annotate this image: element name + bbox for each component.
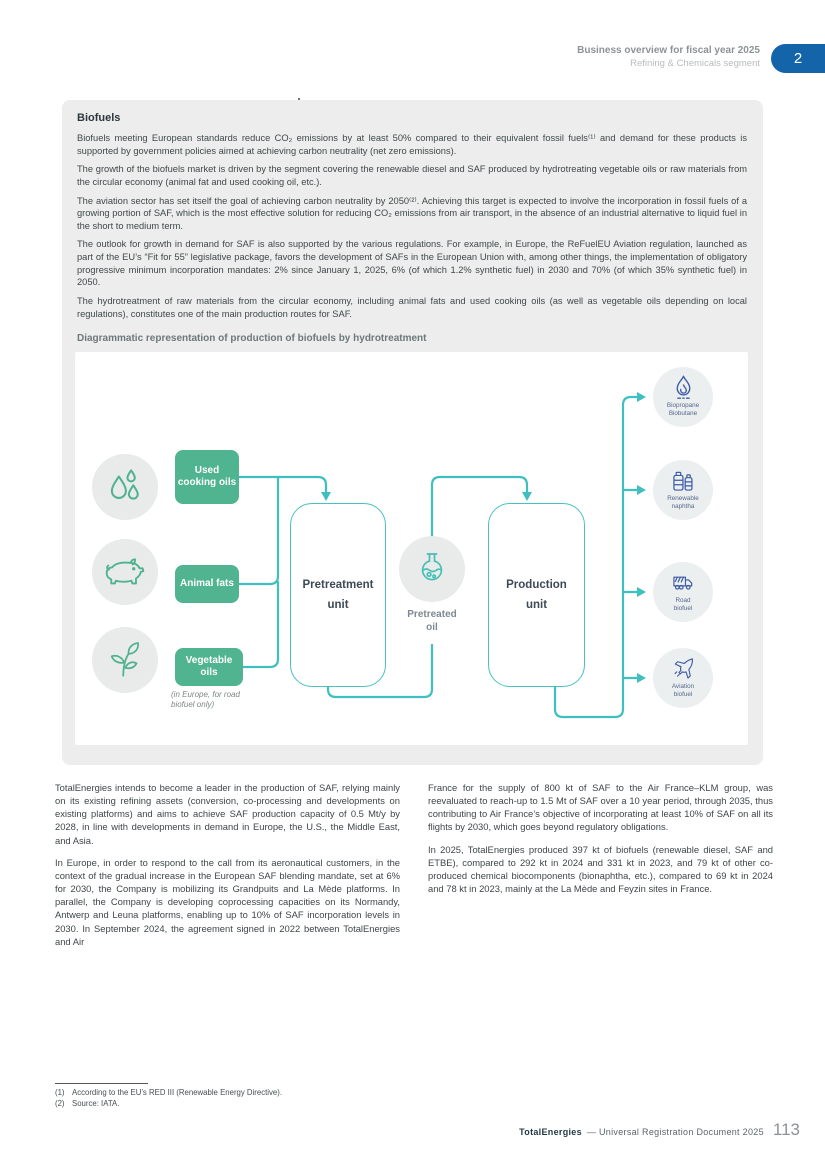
plane-icon — [670, 655, 697, 682]
pretreated-oil-label: Pretreated oil — [407, 609, 457, 633]
paragraph: The hydrotreatment of raw materials from the circular economy, including animal fats and used cooking oils (as well as vegetable oils depending on local regulations), constitutes one of the main production routes for SAF. — [77, 296, 747, 319]
flask-icon — [412, 549, 452, 589]
paragraph: Biofuels meeting European standards reduce CO₂ emissions by at least 50% compared to their equivalent fossil fuels⁽¹⁾ and demand for these products is supported by government policies aimed at achieving carbon neutrality (net zero emissions). — [77, 133, 747, 156]
paragraph: The growth of the biofuels market is driven by the segment covering the renewable diesel and SAF produced by hydrotreating vegetable oils or raw materials from the circular economy (animal fat and used cooking oil, etc.). — [77, 164, 747, 187]
output-label: Renewable naphtha — [667, 495, 699, 510]
page-footer — [519, 1120, 800, 1140]
unit-label-line: Production — [506, 578, 567, 591]
input-circle-animal-fats — [92, 539, 158, 605]
production-unit-box — [488, 503, 585, 687]
input-circle-used-cooking-oils — [92, 454, 158, 520]
footnote-text: According to the EU’s RED III (Renewable Energy Directive). — [72, 1088, 283, 1097]
output-circle-biopropane — [653, 367, 713, 427]
canisters-icon — [670, 467, 697, 494]
diagram-title: Diagrammatic representation of production of biofuels by hydrotreatment — [77, 333, 427, 344]
unit-label-line: unit — [327, 599, 349, 611]
output-circle-road-biofuel — [653, 562, 713, 622]
vegetable-oils-note: (in Europe, for road biofuel only) — [171, 690, 240, 709]
unit-label-line: unit — [525, 599, 548, 611]
biofuels-section — [62, 100, 763, 765]
body-right-column — [428, 781, 773, 904]
output-label: Aviation biofuel — [671, 683, 695, 698]
input-label-used-cooking-oils: Used cooking oils — [175, 450, 239, 504]
footer-document-title: — Universal Registration Document 2025 — [586, 1127, 764, 1137]
header-subtitle: Refining & Chemicals segment — [630, 57, 760, 69]
footnote — [55, 1088, 475, 1099]
body-left-column — [55, 781, 400, 957]
plant-icon — [104, 639, 146, 681]
input-label-animal-fats: Animal fats — [175, 565, 239, 603]
droplets-icon — [104, 466, 146, 508]
output-circle-aviation-biofuel — [653, 648, 713, 708]
footnotes — [55, 1083, 475, 1109]
page-header — [577, 44, 760, 70]
paragraph: France for the supply of 800 kt of SAF to the Air France–KLM group, was reevaluated to reach-up to 1.5 Mt of SAF over a 10 year period, through 2035, thus contributing to Air France’s objective of incorporating at least 10% of SAF on all its flights by 2030, which goes beyond regulatory obligations. — [428, 782, 773, 833]
pretreated-oil-circle — [399, 536, 465, 602]
page-number: 113 — [772, 1120, 800, 1139]
output-label: Road biofuel — [673, 597, 693, 612]
footnote-number: (1) — [55, 1088, 65, 1097]
paragraph: The outlook for growth in demand for SAF is also supported by the various regulations. For example, in Europe, the ReFuelEU Aviation regulation, launched as part of the EU’s “Fit for 55” legislative package, favors the development of SAFs in the European Union with, among other things, the implementation of obligatory progressive minimum incorporation mandates: 2% since January 1, 2025, 6% (of which 1.2% synthetic fuel) in 2030 and 70% (of which 35% synthetic fuel) in 2050. — [77, 239, 747, 288]
footer-brand: TotalEnergies — [519, 1127, 582, 1137]
paragraph: TotalEnergies intends to become a leader in the production of SAF, relying mainly on its existing refining assets (conversion, co-processing and developments on existing platforms) and aims to achieve SAF production capacity of 0.5 Mt/y by 2028, in line with developments in demand in Europe, the U.S., the Middle East, and Asia. — [55, 782, 400, 846]
footnote-text: Source: IATA. — [72, 1098, 120, 1108]
chapter-number-badge: 2 — [771, 44, 825, 73]
biofuels-heading: Biofuels — [77, 112, 121, 124]
footnote-number: (2) — [55, 1098, 65, 1108]
pretreatment-unit-box — [290, 503, 386, 687]
input-label-vegetable-oils: Vegetable oils — [175, 648, 243, 686]
input-circle-vegetable-oils — [92, 627, 158, 693]
paragraph: In Europe, in order to respond to the call from its aeronautical customers, in the context of the gradual increase in the European SAF blending mandate, set at 6% for 2030, the Company is mobilizing its Grandpuits and La Mède platforms. In parallel, the Company is developing coprocessing capacities on its Normandy, Antwerp and Leuna platforms, enabling up to 10% of SAF incorporation levels in 2030. In September 2024, the agreement signed in 2022 between TotalEnergies and Air — [55, 856, 400, 947]
footnote — [55, 1099, 475, 1110]
output-label: Biopropane Biobutane — [666, 402, 700, 417]
pig-icon — [103, 550, 147, 594]
flame-icon — [670, 374, 697, 401]
paragraph: In 2025, TotalEnergies produced 397 kt of biofuels (renewable diesel, SAF and ETBE), compared to 292 kt in 2024 and 331 kt in 2023, and 79 kt of other co-produced chemical biocomponents (bionaphtha, etc.), compared to 69 kt in 2024 and 78 kt in 2023, mainly at the La Mède and Feyzin sites in France. — [428, 843, 773, 895]
hydrotreatment-diagram — [75, 352, 748, 745]
truck-icon — [670, 569, 697, 596]
footnote-divider — [55, 1083, 148, 1084]
header-title: Business overview for fiscal year 2025 — [577, 45, 760, 56]
unit-label-line: Pretreatment — [302, 578, 374, 591]
output-circle-renewable-naphtha — [653, 460, 713, 520]
paragraph: The aviation sector has set itself the goal of achieving carbon neutrality by 2050⁽²⁾. Achieving this target is expected to involve the incorporation in fossil fuels of a growing portion of SAF, which is the most effective solution for reducing CO₂ emissions from air transport, in the absence of an industrial alternative to liquid fuel in the short to medium term. — [77, 195, 747, 231]
